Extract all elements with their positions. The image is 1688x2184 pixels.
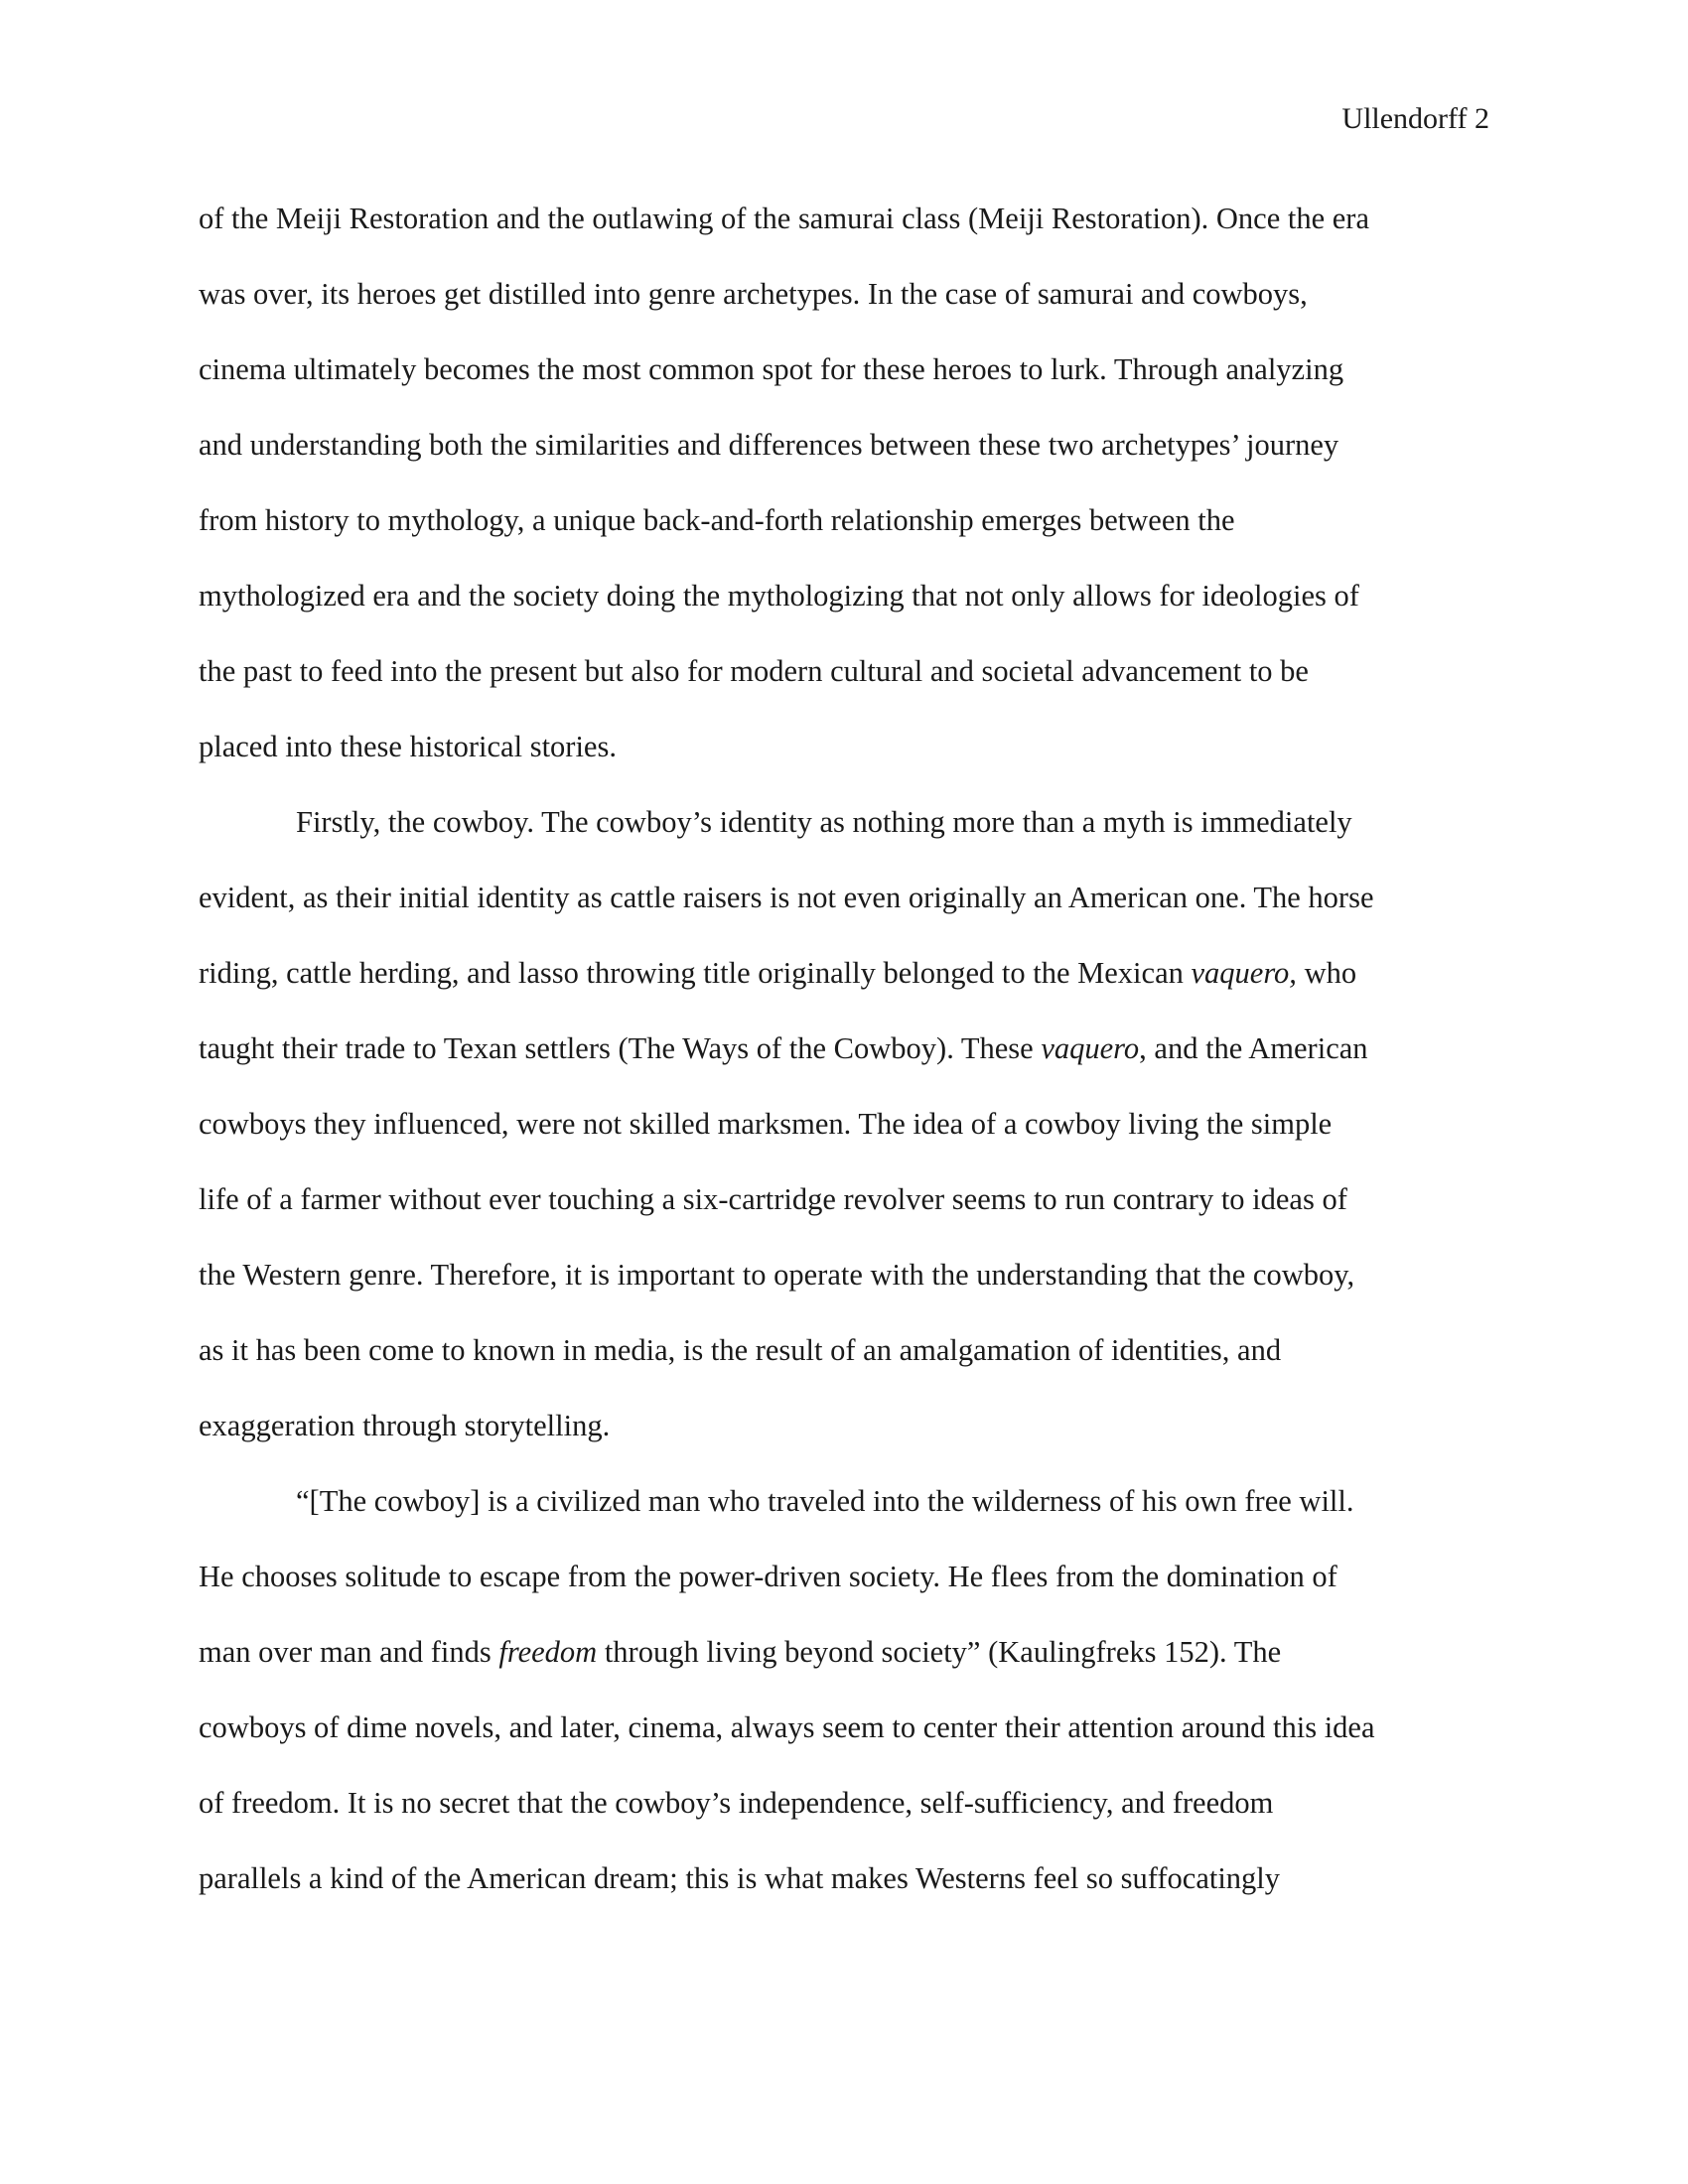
text-line: and understanding both the similarities and differences between these two archetypes’ journey xyxy=(199,428,1339,462)
body-text xyxy=(199,196,1489,1931)
text-line: as it has been come to known in media, is the result of an amalgamation of identities, and xyxy=(199,1333,1282,1367)
text-line: of freedom. It is no secret that the cowboy’s independence, self-sufficiency, and freedom xyxy=(199,1786,1274,1820)
text-line: parallels a kind of the American dream; this is what makes Westerns feel so suffocatingly xyxy=(199,1861,1281,1895)
text-line: placed into these historical stories. xyxy=(199,730,617,763)
text-line: cinema ultimately becomes the most common spot for these heroes to lurk. Through analyzing xyxy=(199,352,1344,386)
paragraph xyxy=(199,196,1489,799)
italic-term: vaquero, xyxy=(1191,956,1297,990)
text-line: “[The cowboy] is a civilized man who traveled into the wilderness of his own free will. xyxy=(296,1484,1354,1518)
text-line: Firstly, the cowboy. The cowboy’s identity as nothing more than a myth is immediately xyxy=(296,805,1352,839)
paragraph xyxy=(199,799,1489,1478)
text-line: of the Meiji Restoration and the outlawing of the samurai class (Meiji Restoration). Once the era xyxy=(199,202,1370,235)
text-run: man over man and finds xyxy=(199,1635,499,1669)
text-line: the Western genre. Therefore, it is important to operate with the understanding that the cowboy, xyxy=(199,1258,1355,1292)
text-run: riding, cattle herding, and lasso throwing title originally belonged to the Mexican xyxy=(199,956,1192,990)
italic-term: vaquero xyxy=(1041,1031,1140,1065)
text-run: taught their trade to Texan settlers (The Ways of the Cowboy). These xyxy=(199,1031,1042,1065)
text-run: who xyxy=(1296,956,1357,990)
text-line: the past to feed into the present but also for modern cultural and societal advancement to be xyxy=(199,654,1309,688)
text-run: through living beyond society” (Kaulingfreks 152). The xyxy=(597,1635,1282,1669)
text-line: exaggeration through storytelling. xyxy=(199,1409,611,1442)
paragraph xyxy=(199,1478,1489,1931)
text-line: evident, as their initial identity as cattle raisers is not even originally an American one. The horse xyxy=(199,881,1374,914)
text-line: mythologized era and the society doing the mythologizing that not only allows for ideologies of xyxy=(199,579,1359,613)
running-head: Ullendorff 2 xyxy=(1341,102,1489,135)
text-line xyxy=(199,1629,1489,1705)
text-line: cowboys of dime novels, and later, cinema, always seem to center their attention around this idea xyxy=(199,1710,1375,1744)
text-run: , and the American xyxy=(1139,1031,1368,1065)
text-line xyxy=(199,1025,1489,1101)
text-line: cowboys they influenced, were not skilled marksmen. The idea of a cowboy living the simple xyxy=(199,1107,1333,1141)
text-line: from history to mythology, a unique back-and-forth relationship emerges between the xyxy=(199,503,1235,537)
italic-term: freedom xyxy=(498,1635,598,1669)
text-line xyxy=(199,950,1489,1025)
text-line: was over, its heroes get distilled into genre archetypes. In the case of samurai and cowboys, xyxy=(199,277,1308,311)
text-line: He chooses solitude to escape from the power-driven society. He flees from the domination of xyxy=(199,1560,1337,1593)
text-line: life of a farmer without ever touching a six-cartridge revolver seems to run contrary to ideas of xyxy=(199,1182,1347,1216)
